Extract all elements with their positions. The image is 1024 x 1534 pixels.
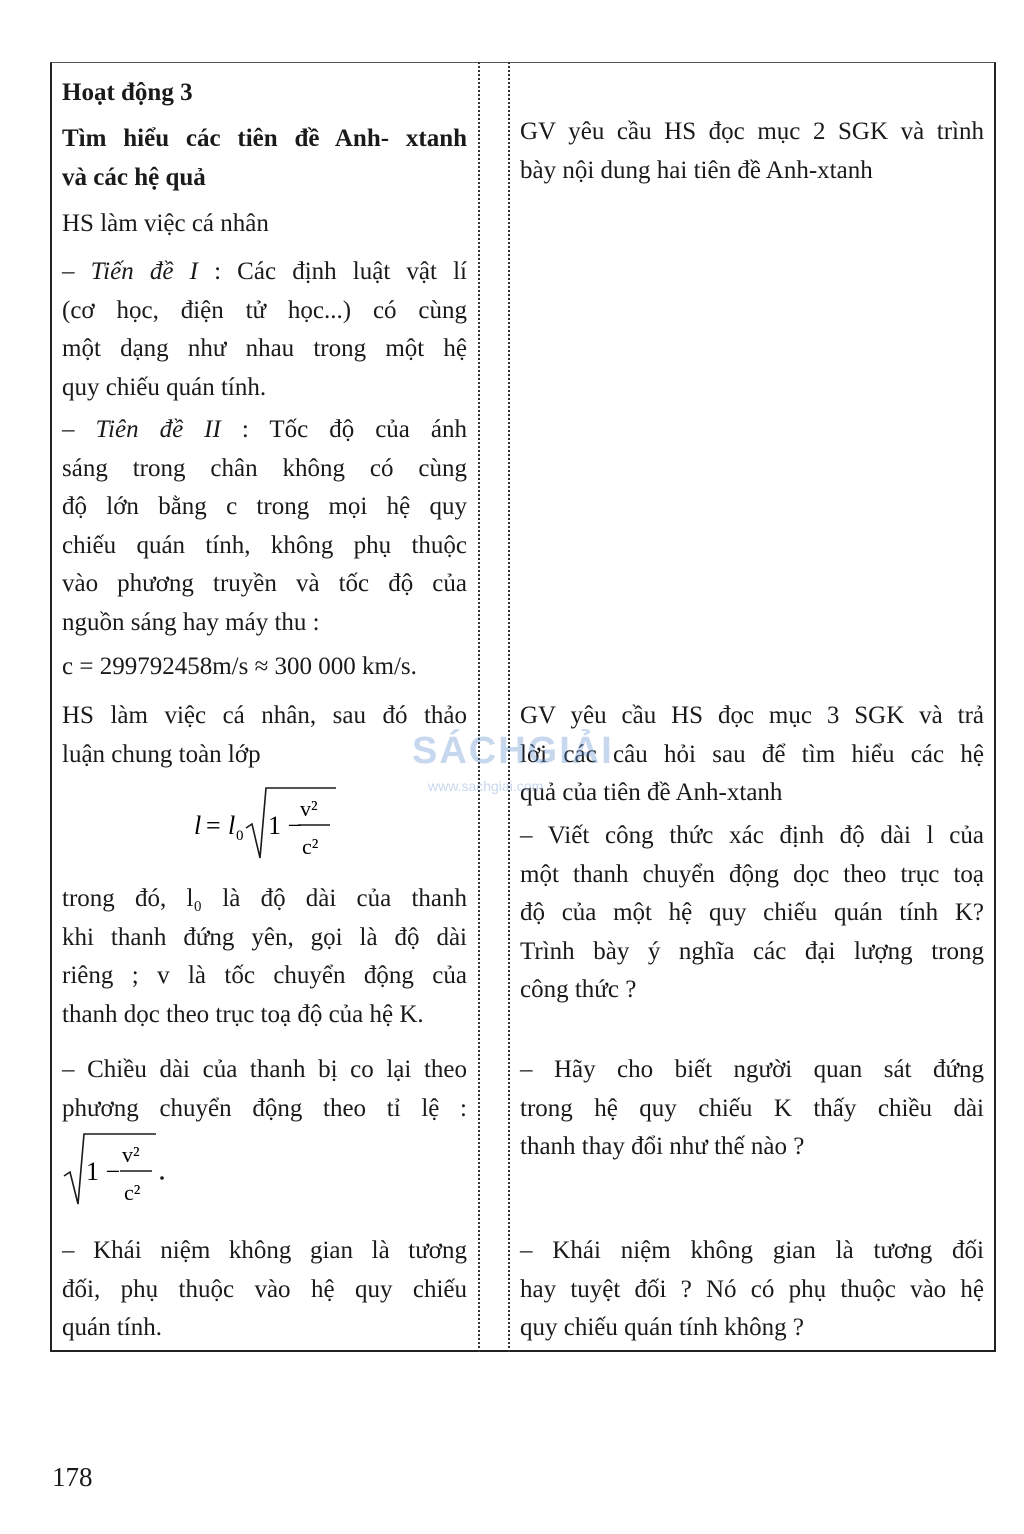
- hs-individual: HS làm việc cá nhân: [62, 210, 269, 237]
- gv-instruction-2: GV yêu cầu HS đọc mục 3 SGK và trả lời các câu hỏi sau để tìm hiểu các hệ quả của tiên đề Anh-xtanh: [520, 702, 984, 806]
- watermark-brand: SÁCHGIẢI: [412, 730, 614, 772]
- ratio-numerator: v²: [122, 1142, 140, 1167]
- discussion: HS làm việc cá nhân, sau đó thảo luận chung toàn lớp: [62, 702, 467, 768]
- ratio-one-minus: 1 −: [86, 1157, 121, 1186]
- formula-explanation: trong đó, l₀ là độ dài của thanh khi thanh đứng yên, gọi là độ dài riêng ; v là tốc chuyển động của thanh dọc theo trục toạ độ của hệ K.: [62, 885, 467, 1028]
- page-number: 178: [52, 1462, 93, 1492]
- formula-equals: =: [206, 811, 221, 840]
- postulate-1: – Tiến đề I : Các định luật vật lí (cơ học, điện tử học...) có cùng một dạng như nhau trong một hệ quy chiếu quán tính.: [62, 258, 467, 401]
- watermark-logo: [412, 720, 632, 800]
- left-column: [62, 74, 467, 113]
- formula-numerator: v²: [300, 796, 318, 821]
- left-subheading: Tìm hiểu các tiên đề Anh- xtanh và các hệ quả: [62, 125, 467, 191]
- column-divider-left: [478, 62, 480, 1352]
- formula-l0: l: [228, 811, 236, 840]
- speed-of-light-formula: c = 299792458m/s ≈ 300 000 km/s.: [62, 653, 417, 680]
- column-divider-right: [508, 62, 510, 1352]
- question-3: – Khái niệm không gian là tương đối hay tuyệt đối ? Nó có phụ thuộc vào hệ quy chiếu quán tính không ?: [520, 1237, 984, 1341]
- ratio-denominator: c²: [124, 1180, 141, 1205]
- formula-one-minus: 1 −: [268, 811, 303, 840]
- postulate-2: – Tiên đề II : Tốc độ của ánh sáng trong chân không có cùng độ lớn bằng c trong mọi hệ quy chiếu quán tính, không phụ thuộc vào phương truyền và tốc độ của nguồn sáng hay máy thu :: [62, 416, 467, 636]
- space-concept: – Khái niệm không gian là tương đối, phụ thuộc vào hệ quy chiếu quán tính.: [62, 1237, 467, 1341]
- question-2: – Hãy cho biết người quan sát đứng trong hệ quy chiếu K thấy chiều dài thanh thay đổi như thế nào ?: [520, 1056, 984, 1160]
- formula-denominator: c²: [302, 834, 319, 859]
- contraction-statement: – Chiều dài của thanh bị co lại theo phương chuyển động theo tỉ lệ :: [62, 1056, 467, 1122]
- formula-sub0: 0: [236, 828, 244, 844]
- contraction-ratio-formula: [60, 1128, 190, 1208]
- formula-l: l: [194, 811, 202, 840]
- ratio-period: [160, 1176, 164, 1180]
- length-contraction-formula: [180, 782, 360, 864]
- watermark-url: www.sachgiai.com: [428, 778, 544, 794]
- activity-heading: Hoạt động 3: [62, 79, 193, 106]
- question-1: – Viết công thức xác định độ dài l của một thanh chuyển động dọc theo trục toạ độ của một hệ quy chiếu quán tính K? Trình bày ý nghĩa các đại lượng trong công thức ?: [520, 822, 984, 1003]
- gv-instruction-1: GV yêu cầu HS đọc mục 2 SGK và trình bày nội dung hai tiên đề Anh-xtanh: [520, 118, 984, 184]
